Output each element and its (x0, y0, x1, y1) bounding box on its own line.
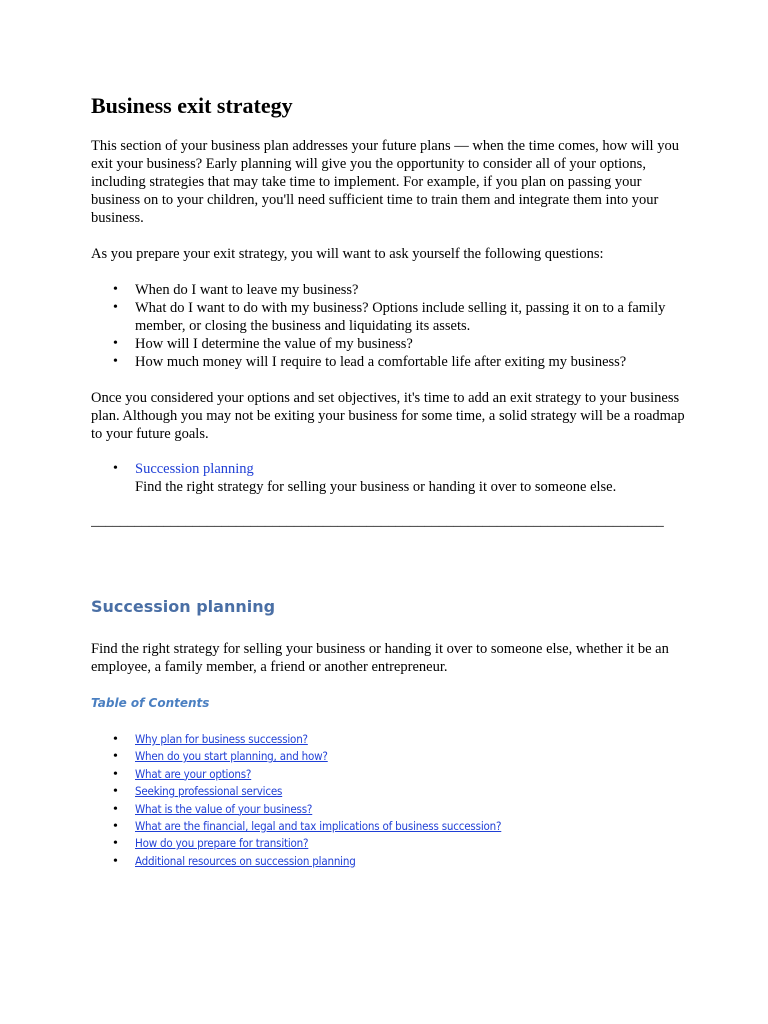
section-heading: Succession planning (91, 597, 276, 616)
bullet-icon: • (113, 784, 118, 800)
toc-link[interactable]: How do you prepare for transition? (135, 836, 309, 851)
list-item (91, 299, 691, 335)
bullet-icon: • (113, 801, 118, 817)
toc-item (91, 818, 691, 835)
questions-intro: As you prepare your exit strategy, you will want to ask yourself the following questions: (91, 246, 604, 262)
table-of-contents (91, 731, 691, 870)
bullet-icon: • (113, 818, 118, 834)
toc-link[interactable]: When do you start planning, and how? (135, 749, 328, 764)
bullet-icon: • (113, 766, 118, 782)
bullet-icon: • (113, 749, 118, 765)
intro-paragraph: This section of your business plan addresses your future plans — when the time comes, how will you exit your business? Early planning will give you the opportunity to consider all of your options, including strategies that may take time to implement. For example, if you plan on passing your business on to your children, you'll need sufficient time to train them and integrate them into your business. (91, 138, 679, 226)
page-title: Business exit strategy (91, 93, 293, 118)
toc-link[interactable]: What is the value of your business? (135, 801, 313, 816)
bullet-icon: • (113, 336, 118, 351)
toc-item (91, 835, 691, 852)
toc-item (91, 731, 691, 748)
bullet-icon: • (113, 354, 118, 369)
bullet-icon: • (113, 300, 118, 315)
bullet-icon: • (113, 732, 118, 747)
bullet-icon: • (113, 853, 118, 869)
toc-item (91, 801, 691, 818)
succession-planning-link[interactable]: Succession planning (135, 461, 254, 477)
toc-link[interactable]: Additional resources on succession planning (135, 853, 356, 868)
toc-item (91, 766, 691, 783)
toc-link[interactable]: Why plan for business succession? (135, 732, 308, 746)
questions-list (91, 281, 691, 371)
question-text: How much money will I require to lead a comfortable life after exiting my business? (135, 354, 627, 370)
separator-line: _______________________________________________________________________________ (91, 513, 664, 529)
succession-intro: Find the right strategy for selling your business or handing it over to someone else, whether it be an employee, a family member, a friend or another entrepreneur. (91, 641, 669, 675)
closing-paragraph: Once you considered your options and set objectives, it's time to add an exit strategy to your business plan. Although you may not be exiting your business for some time, a solid strategy will be a roadmap to your future goals. (91, 390, 685, 442)
list-item (91, 353, 691, 371)
toc-title: Table of Contents (91, 696, 210, 710)
link-description: Find the right strategy for selling your business or handing it over to someone else. (135, 479, 617, 495)
bullet-icon: • (113, 836, 118, 852)
bullet-icon: • (113, 282, 118, 297)
toc-link[interactable]: What are your options? (135, 766, 252, 781)
related-links-list (91, 460, 691, 496)
list-item (91, 281, 691, 299)
toc-item (91, 853, 691, 870)
list-item (91, 460, 691, 496)
toc-item (91, 783, 691, 800)
list-item (91, 335, 691, 353)
toc-link[interactable]: What are the financial, legal and tax implications of business succession? (135, 818, 502, 833)
question-text: How will I determine the value of my business? (135, 336, 413, 352)
question-text: When do I want to leave my business? (135, 282, 359, 298)
toc-item (91, 748, 691, 765)
question-text: What do I want to do with my business? Options include selling it, passing it on to a family member, or closing the business and liquidating its assets. (135, 300, 666, 334)
toc-link[interactable]: Seeking professional services (135, 784, 283, 799)
bullet-icon: • (113, 461, 118, 476)
